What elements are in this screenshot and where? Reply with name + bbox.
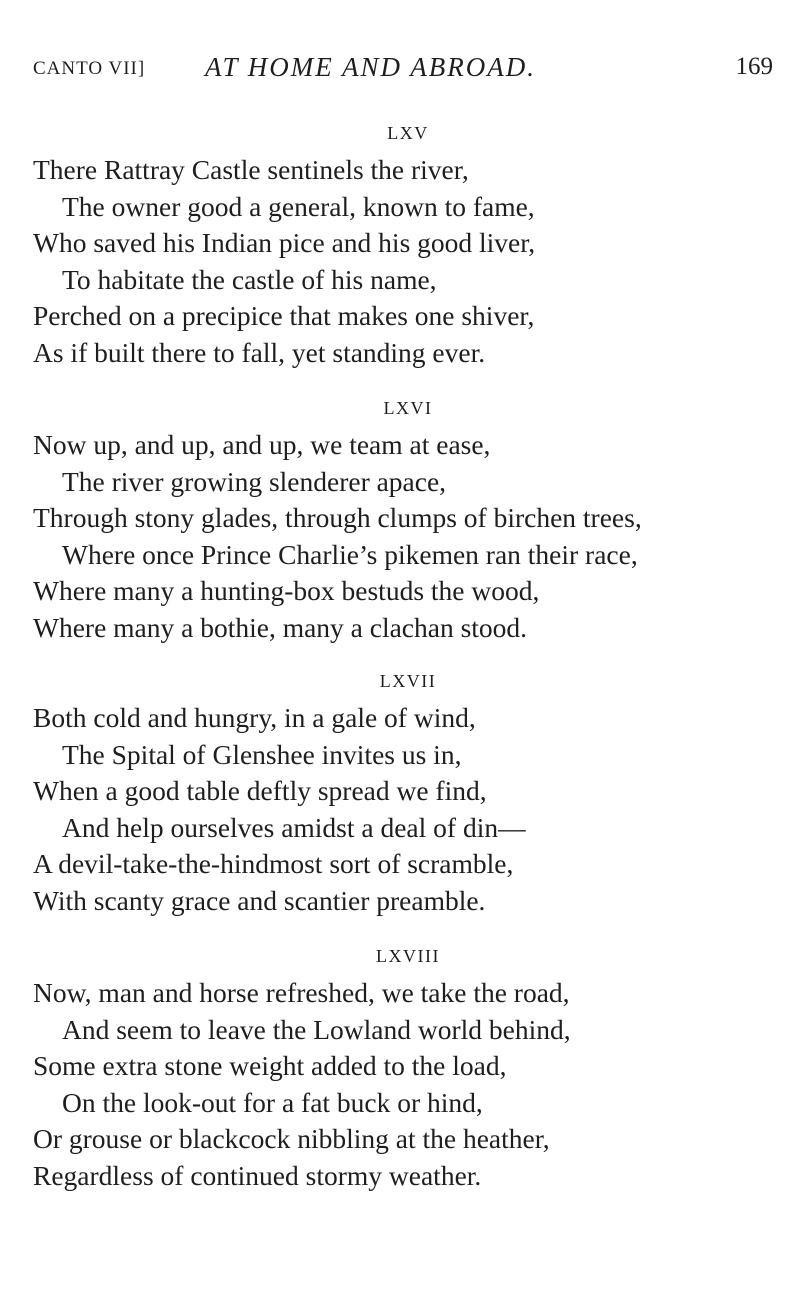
verse-line: Now up, and up, and up, we team at ease,	[33, 429, 491, 460]
verse-line: The river growing slenderer apace,	[62, 465, 447, 497]
stanza-lxv	[33, 118, 783, 372]
verse-line: Where many a hunting-box bestuds the wood,	[33, 575, 540, 607]
stanza-number: LXVI	[383, 398, 433, 418]
verse-line: And help ourselves amidst a deal of din—	[62, 811, 526, 843]
verse-line: Both cold and hungry, in a gale of wind,	[33, 702, 476, 733]
verse-line: A devil-take-the-hindmost sort of scramble,	[33, 848, 514, 880]
verse-line: When a good table deftly spread we find,	[33, 775, 487, 807]
stanza-number: LXV	[387, 123, 429, 143]
verse-line: And seem to leave the Lowland world behind,	[62, 1013, 571, 1045]
canto-label: CANTO VII]	[33, 58, 146, 79]
page-number: 169	[735, 53, 773, 80]
verse-line: As if built there to fall, yet standing ever.	[33, 336, 486, 368]
verse-line: The Spital of Glenshee invites us in,	[62, 738, 462, 770]
verse-line: Perched on a precipice that makes one shiver,	[33, 300, 535, 332]
verse-line: Now, man and horse refreshed, we take the road,	[33, 977, 570, 1008]
running-head	[33, 52, 773, 88]
stanza-number: LXVIII	[376, 946, 440, 966]
verse-line: Through stony glades, through clumps of birchen trees,	[33, 502, 642, 534]
verse-line: With scanty grace and scantier preamble.	[33, 884, 486, 916]
verse-line: Some extra stone weight added to the load,	[33, 1050, 507, 1082]
verse-line: Where many a bothie, many a clachan stood.	[33, 611, 528, 643]
stanza-lxvi	[33, 393, 783, 647]
verse-line: On the look-out for a fat buck or hind,	[62, 1086, 483, 1118]
verse-line: Where once Prince Charlie’s pikemen ran their race,	[62, 538, 638, 570]
page-title: AT HOME AND ABROAD.	[205, 52, 536, 82]
verse-line: Or grouse or blackcock nibbling at the heather,	[33, 1123, 550, 1155]
stanza-number: LXVII	[379, 671, 437, 691]
stanza-lxvii	[33, 666, 783, 920]
verse-line: The owner good a general, known to fame,	[62, 190, 535, 222]
verse-line: Who saved his Indian pice and his good liver,	[33, 227, 536, 259]
verse-line: There Rattray Castle sentinels the river,	[33, 154, 469, 185]
verse-line: To habitate the castle of his name,	[62, 263, 437, 295]
verse-line: Regardless of continued stormy weather.	[33, 1159, 482, 1191]
stanza-lxviii	[33, 941, 783, 1195]
